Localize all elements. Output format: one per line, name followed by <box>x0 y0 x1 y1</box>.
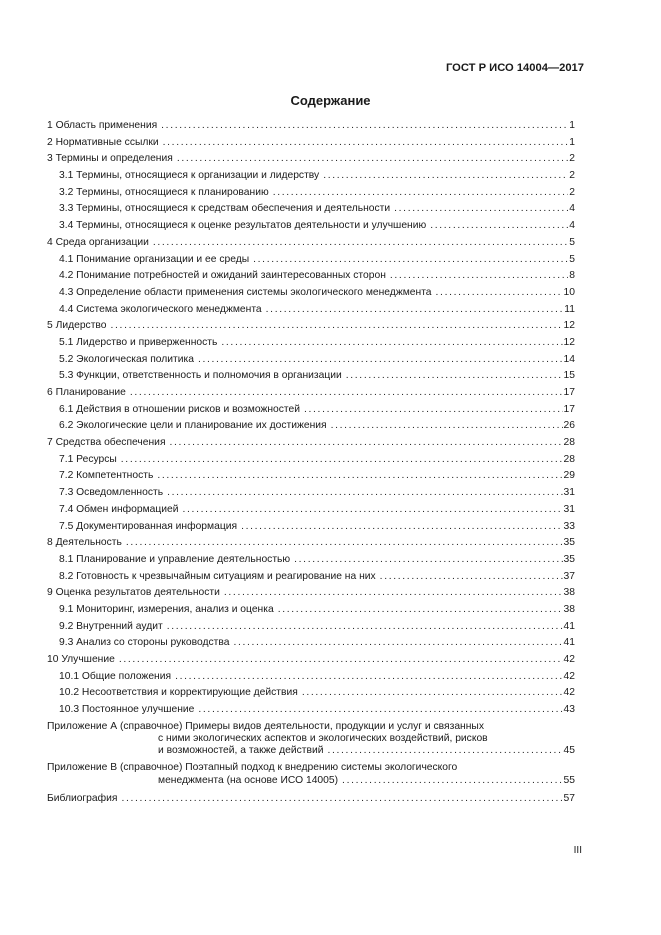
toc-entry <box>47 418 575 435</box>
toc-entry-page: 8 <box>569 270 575 282</box>
toc-entry-title: 6.2 Экологические цели и планирование их достижения <box>59 420 327 432</box>
toc-entry <box>47 168 575 185</box>
toc-entry-page: 38 <box>563 587 575 599</box>
dot-leader <box>224 585 563 602</box>
toc-entry-title: 8.2 Готовность к чрезвычайным ситуациям и реагирование на них <box>59 570 376 582</box>
toc-entry <box>47 385 575 402</box>
toc-entry-page: 5 <box>569 253 575 265</box>
toc-annex-a <box>47 721 575 758</box>
toc-entry-title: 4.2 Понимание потребностей и ожиданий заинтересованных сторон <box>59 270 386 282</box>
dot-leader <box>161 118 568 135</box>
dot-leader <box>430 218 568 235</box>
toc-entry-title: 10.1 Общие положения <box>59 670 172 682</box>
toc-title: Содержание <box>290 93 371 108</box>
bibliography-page: 57 <box>563 792 575 804</box>
toc-entry <box>47 218 575 235</box>
toc-entry-page: 29 <box>563 470 575 482</box>
dot-leader <box>266 302 564 319</box>
dot-leader <box>111 318 563 335</box>
dot-leader <box>436 285 563 302</box>
toc-entry-page: 42 <box>563 670 575 682</box>
dot-leader <box>278 602 563 619</box>
dot-leader <box>331 418 563 435</box>
dot-leader <box>346 368 563 385</box>
toc-entry <box>47 535 575 552</box>
toc-entry-title: 7.4 Обмен информацией <box>59 503 179 515</box>
toc-entry-page: 1 <box>569 120 575 131</box>
toc-entries <box>47 118 575 719</box>
toc-entry-page: 15 <box>563 370 575 382</box>
annex-a-line3 <box>47 745 575 757</box>
toc-entry-page: 31 <box>563 487 575 499</box>
dot-leader <box>175 669 562 686</box>
toc-entry <box>47 485 575 502</box>
toc-entry-page: 2 <box>569 170 575 182</box>
toc-entry-title: 7 Средства обеспечения <box>47 437 166 449</box>
toc-entry <box>47 652 575 669</box>
toc-entry-page: 43 <box>563 704 575 716</box>
dot-leader <box>302 685 563 702</box>
dot-leader <box>273 185 569 202</box>
toc-entry-title: 10 Улучшение <box>47 654 115 665</box>
toc-entry <box>47 569 575 586</box>
dot-leader <box>304 402 563 419</box>
toc-entry <box>47 118 575 135</box>
toc-entry-title: 4.3 Определение области применения системы экологического менеджмента <box>59 286 432 298</box>
toc-entry-title: 5.1 Лидерство и приверженность <box>59 336 218 348</box>
annex-b-line2-text: менеджмента (на основе ИСО 14005) <box>158 774 339 786</box>
toc-entry-title: 5 Лидерство <box>47 320 107 332</box>
dot-leader <box>177 151 568 168</box>
dot-leader <box>342 775 562 787</box>
dot-leader <box>126 535 563 552</box>
toc-entry-title: 3.3 Термины, относящиеся к средствам обеспечения и деятельности <box>59 203 391 215</box>
toc-entry <box>47 252 575 269</box>
toc-entry-page: 41 <box>563 620 575 632</box>
toc-entry <box>47 185 575 202</box>
dot-leader <box>119 652 563 669</box>
toc-entry-title: 2 Нормативные ссылки <box>47 136 159 148</box>
toc-entry-title: 3.4 Термины, относящиеся к оценке результатов деятельности и улучшению <box>59 220 427 232</box>
toc-entry <box>47 552 575 569</box>
toc-entry <box>47 452 575 469</box>
dot-leader <box>221 335 562 352</box>
toc-entry-title: 3.1 Термины, относящиеся к организации и лидерству <box>59 170 320 182</box>
toc-entry-page: 41 <box>563 637 575 649</box>
toc-entry <box>47 302 575 319</box>
toc-entry-page: 31 <box>563 503 575 515</box>
toc-entry-title: 1 Область применения <box>47 120 158 131</box>
annex-b-line2 <box>47 775 575 787</box>
toc-entry <box>47 368 575 385</box>
dot-leader <box>167 485 562 502</box>
toc-entry <box>47 585 575 602</box>
toc-entry-page: 42 <box>563 654 575 665</box>
toc-entry <box>47 402 575 419</box>
dot-leader <box>380 569 563 586</box>
dot-leader <box>323 168 568 185</box>
dot-leader <box>167 619 563 636</box>
toc-entry <box>47 318 575 335</box>
dot-leader <box>183 502 563 519</box>
dot-leader <box>121 791 562 808</box>
toc-entry-page: 26 <box>563 420 575 432</box>
toc-entry <box>47 468 575 485</box>
page-number: III <box>573 845 582 856</box>
toc-entry-title: 8.1 Планирование и управление деятельностью <box>59 553 291 565</box>
dot-leader <box>153 235 568 252</box>
toc-entry-page: 14 <box>563 353 575 365</box>
toc-entry-title: 9.2 Внутренний аудит <box>59 620 163 632</box>
toc-entry-page: 12 <box>563 320 575 332</box>
toc-entry <box>47 268 575 285</box>
annex-a-page: 45 <box>563 745 575 757</box>
dot-leader <box>233 635 562 652</box>
toc-entry <box>47 335 575 352</box>
annex-a-line2: с ними экологических аспектов и экологических воздействий, рисков <box>158 732 488 744</box>
toc-entry-page: 17 <box>563 403 575 415</box>
toc-entry-page: 35 <box>563 553 575 565</box>
toc-entry-page: 28 <box>563 437 575 449</box>
toc-entry <box>47 602 575 619</box>
toc-entry-page: 1 <box>569 136 575 148</box>
dot-leader <box>163 135 569 152</box>
dot-leader <box>157 468 562 485</box>
toc-entry-title: 4 Среда организации <box>47 236 149 248</box>
dot-leader <box>394 201 568 218</box>
annex-b-page: 55 <box>563 774 575 786</box>
toc-entry-page: 12 <box>563 336 575 348</box>
toc-bibliography <box>47 791 575 808</box>
toc-entry <box>47 235 575 252</box>
dot-leader <box>121 452 563 469</box>
toc-entry <box>47 635 575 652</box>
toc-entry-page: 2 <box>569 186 575 198</box>
dot-leader <box>253 252 568 269</box>
toc-entry <box>47 519 575 536</box>
toc-entry-title: 3 Термины и определения <box>47 153 173 165</box>
toc-entry <box>47 285 575 302</box>
dot-leader <box>170 435 563 452</box>
annex-b-line1: Приложение В (справочное) Поэтапный подход к внедрению системы экологического <box>47 762 458 774</box>
toc-entry-title: 8 Деятельность <box>47 537 122 549</box>
toc-entry-page: 5 <box>569 236 575 248</box>
toc-entry-page: 28 <box>563 453 575 465</box>
toc-entry-title: 5.2 Экологическая политика <box>59 353 194 365</box>
toc-entry-page: 11 <box>564 303 575 315</box>
toc-entry-title: 10.2 Несоответствия и корректирующие действия <box>59 687 298 699</box>
toc-entry-title: 7.1 Ресурсы <box>59 453 117 465</box>
toc-entry-title: 6 Планирование <box>47 387 126 398</box>
toc-entry-title: 3.2 Термины, относящиеся к планированию <box>59 186 269 198</box>
toc-entry-title: 4.1 Понимание организации и ее среды <box>59 253 250 265</box>
toc-entry-page: 33 <box>563 520 575 532</box>
toc-entry-title: 9.3 Анализ со стороны руководства <box>59 637 230 649</box>
toc-entry-title: 7.2 Компетентность <box>59 470 154 482</box>
toc-entry-title: 5.3 Функции, ответственность и полномочия в организации <box>59 370 342 382</box>
toc-entry-page: 38 <box>563 603 575 615</box>
toc-entry-title: 7.3 Осведомленность <box>59 487 164 499</box>
dot-leader <box>241 519 562 536</box>
toc-entry-title: 4.4 Система экологического менеджмента <box>59 303 262 315</box>
toc-annex-b <box>47 762 575 786</box>
toc-entry-page: 17 <box>563 387 575 398</box>
toc-entry <box>47 685 575 702</box>
toc-entry <box>47 702 575 719</box>
toc-entry-page: 4 <box>569 220 575 232</box>
toc-entry-page: 42 <box>563 687 575 699</box>
toc-entry-page: 4 <box>569 203 575 215</box>
toc-entry-page: 37 <box>563 570 575 582</box>
toc-entry <box>47 352 575 369</box>
bibliography-title: Библиография <box>47 792 118 804</box>
toc-entry <box>47 435 575 452</box>
toc-entry <box>47 669 575 686</box>
dot-leader <box>294 552 562 569</box>
dot-leader <box>198 702 562 719</box>
annex-a-line3-text: и возможностей, а также действий <box>158 745 324 757</box>
dot-leader <box>198 352 563 369</box>
toc-entry-page: 35 <box>563 537 575 549</box>
dot-leader <box>327 745 562 757</box>
annex-a-line1: Приложение А (справочное) Примеры видов деятельности, продукции и услуг и связанных <box>47 720 484 732</box>
toc-entry <box>47 502 575 519</box>
toc-entry-title: 9.1 Мониторинг, измерения, анализ и оценка <box>59 603 274 615</box>
toc-entry <box>47 151 575 168</box>
table-of-contents <box>47 118 575 807</box>
toc-entry-page: 2 <box>569 153 575 165</box>
toc-entry <box>47 619 575 636</box>
dot-leader <box>390 268 568 285</box>
toc-entry-title: 6.1 Действия в отношении рисков и возможностей <box>59 403 300 415</box>
toc-entry-title: 7.5 Документированная информация <box>59 520 238 532</box>
toc-entry-title: 9 Оценка результатов деятельности <box>47 587 220 599</box>
dot-leader <box>130 385 563 402</box>
toc-entry <box>47 201 575 218</box>
toc-entry <box>47 135 575 152</box>
toc-entry-title: 10.3 Постоянное улучшение <box>59 704 195 716</box>
document-code: ГОСТ Р ИСО 14004—2017 <box>445 62 584 74</box>
toc-entry-page: 10 <box>563 286 575 298</box>
